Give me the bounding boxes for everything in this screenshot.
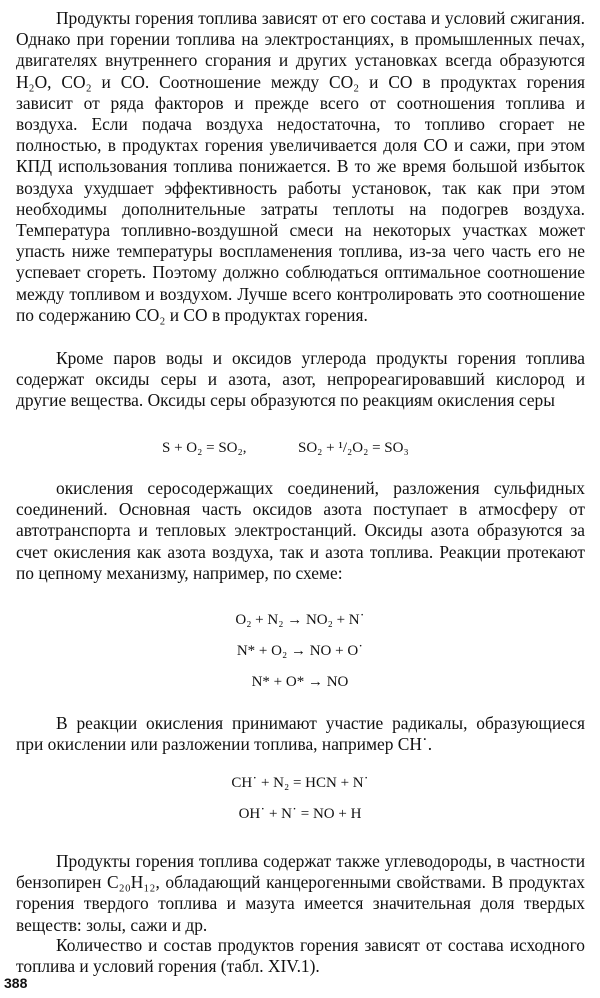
paragraph-sulfur-oxides: Кроме паров воды и оксидов углерода продукты горения топлива содержат оксиды серы и азота, азот, непрореагировавший кислород и другие вещества. Оксиды серы образуются по реакциям окисления серы bbox=[16, 348, 585, 411]
equation-s-to-so2: S + O₂ = SO₂, bbox=[162, 440, 247, 456]
paragraph-hydrocarbons: Продукты горения топлива содержат также углеводороды, в частности бензопирен C₂₀H₁₂, обладающий канцерогенными свойствами. В продуктах горения твердого топлива и мазута имеется значительная доля твердых веществ: золы, сажи и др. bbox=[16, 851, 585, 935]
paragraph-nitrogen-oxides: окисления серосодержащих соединений, разложения сульфидных соединений. Основная часть оксидов азота поступает в атмосферу от автотранспорта и тепловых электростанций. Оксиды азота образуются за счет окисления как азота воздуха, так и азота топлива. Реакции протекают по цепному механизму, например, по схеме: bbox=[16, 478, 585, 583]
page-number: 388 bbox=[4, 975, 28, 991]
paragraph-radicals: В реакции окисления принимают участие радикалы, образующиеся при окислении или разложении топлива, например CH˙. bbox=[16, 713, 585, 755]
equation-oh-n: OH˙ + N˙ = NO + H bbox=[238, 806, 362, 822]
equation-n-o2: N* + O₂ → NO + O˙ bbox=[236, 643, 364, 659]
paragraph-quantity: Количество и состав продуктов горения зависят от состава исходного топлива и условий горения (табл. XIV.1). bbox=[16, 935, 585, 977]
equation-n-o: N* + O* → NO bbox=[251, 674, 349, 690]
equation-o2-n2: O₂ + N₂ → NO₂ + N˙ bbox=[235, 612, 365, 628]
paragraph-combustion-products: Продукты горения топлива зависят от его состава и условий сжигания. Однако при горении топлива на электростанциях, в промышленных печах, двигателях внутреннего сгорания и других установках всегда образуются H₂O, CO₂ и CO. Соотношение между CO₂ и CO в продуктах горения зависит от ряда факторов и прежде всего от соотношения топлива и воздуха. Если подача воздуха недостаточна, то топливо сгорает не полностью, в продуктах горения увеличивается доля CO и сажи, при этом КПД использования топлива понижается. В то же время большой избыток воздуха ухудшает эффективность работы установок, так как при этом необходимы дополнительные затраты теплоты на подогрев воздуха. Температура топливно-воздушной смеси на некоторых участках может упасть ниже температуры воспламенения топлива, из-за чего часть его не успевает сгореть. Поэтому должно соблюдаться оптимальное соотношение между топливом и воздухом. Лучше всего контролировать это соотношение по содержанию CO₂ и CO в продуктах горения. bbox=[16, 8, 585, 325]
equation-ch-n2: CH˙ + N₂ = HCN + N˙ bbox=[231, 775, 369, 791]
equation-so2-to-so3: SO₂ + ¹/₂O₂ = SO₃ bbox=[298, 440, 409, 456]
